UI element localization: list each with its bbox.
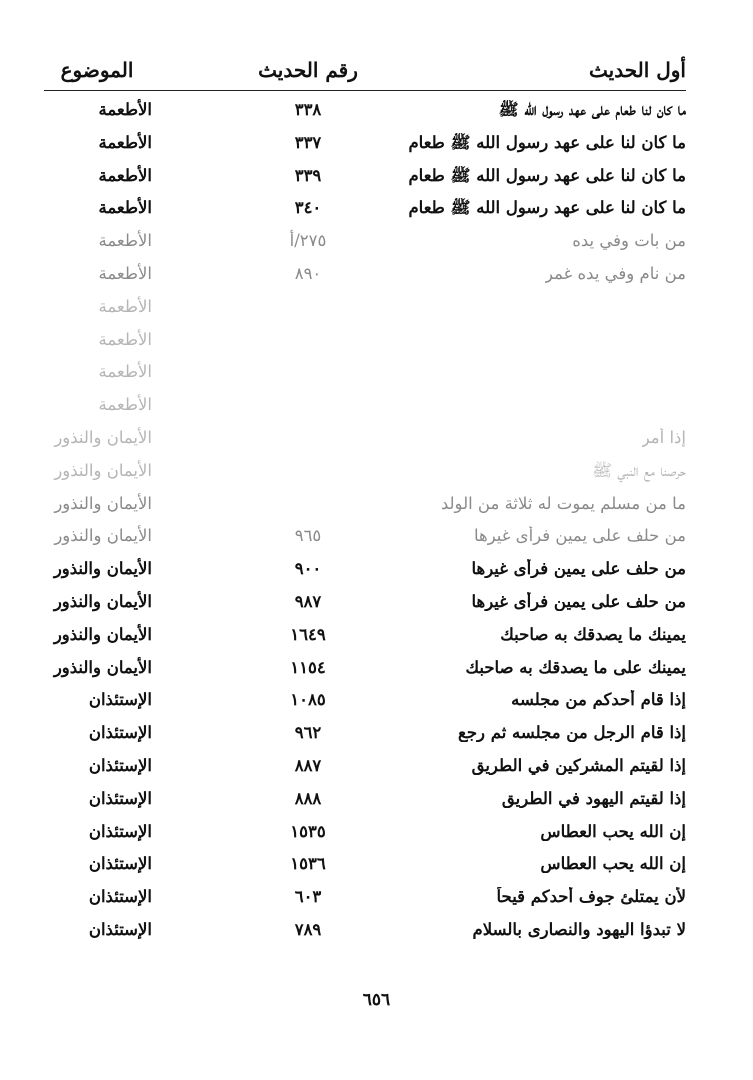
hadith-number: ١٥٣٦ <box>290 854 326 874</box>
hadith-first-words: ما كان لنا على عهد رسول الله ﷺ طعام <box>408 132 686 152</box>
hadith-first-words: إذا لقيتم اليهود في الطريق <box>501 788 686 808</box>
table-row <box>40 225 686 258</box>
hadith-topic: الإستئذان <box>88 919 152 939</box>
hadith-first-words: لا تبدؤا اليهود والنصارى بالسلام <box>472 919 686 939</box>
table-row <box>40 422 686 455</box>
hadith-topic: الأطعمة <box>98 329 152 349</box>
hadith-topic: الأيمان والنذور <box>53 624 152 644</box>
table-row <box>40 389 686 422</box>
hadith-first-words: ما من مسلم يموت له ثلاثة من الولد <box>440 493 686 513</box>
hadith-topic: الأيمان والنذور <box>54 526 152 546</box>
hadith-first-words: إذا قام أحدكم من مجلسه <box>511 690 686 710</box>
hadith-number: ٩٠٠ <box>294 559 322 579</box>
table-row <box>40 717 686 750</box>
hadith-number: ١٦٤٩ <box>290 624 326 644</box>
table-row <box>40 324 686 357</box>
table-row <box>40 848 686 881</box>
table-row <box>40 750 686 783</box>
table-row <box>40 94 686 127</box>
hadith-first-words: من نام وفي يده غمر <box>545 263 686 283</box>
hadith-topic: الأطعمة <box>98 165 152 185</box>
hadith-topic: الأطعمة <box>98 362 152 382</box>
hadith-number: ٦٠٣ <box>294 887 322 907</box>
hadith-topic: الأيمان والنذور <box>53 657 152 677</box>
hadith-topic: الأطعمة <box>98 100 152 119</box>
hadith-number: ٩٦٥ <box>294 526 322 546</box>
hadith-number: ٩٨٧ <box>294 591 322 611</box>
hadith-number: ٨٩٠ <box>294 263 322 283</box>
header-hadith-number: رقم الحديث <box>258 58 358 82</box>
hadith-first-words: حرصنا مع النبي ﷺ <box>592 460 686 480</box>
hadith-topic: الأيمان والنذور <box>53 559 152 579</box>
hadith-topic: الأيمان والنذور <box>54 493 152 513</box>
hadith-number: ٨٨٨ <box>294 788 322 808</box>
hadith-first-words: من بات وفي يده <box>572 231 686 251</box>
hadith-topic: الأيمان والنذور <box>54 460 152 480</box>
table-row <box>40 258 686 291</box>
table-row <box>40 619 686 652</box>
hadith-first-words: إذا لقيتم المشركين في الطريق <box>471 755 686 775</box>
hadith-topic: الإستئذان <box>88 723 152 743</box>
hadith-topic: الإستئذان <box>88 887 152 907</box>
hadith-topic: الإستئذان <box>88 755 152 775</box>
table-row <box>40 652 686 685</box>
hadith-number: ٨٨٧ <box>294 755 322 775</box>
table-row <box>40 881 686 914</box>
hadith-number: ١٥٣٥ <box>290 821 326 841</box>
page-number: ٦٥٦ <box>362 990 391 1010</box>
hadith-number: ١٠٨٥ <box>290 690 326 710</box>
hadith-first-words: يمينك على ما يصدقك به صاحبك <box>465 657 686 677</box>
header-topic: الموضوع <box>60 58 134 82</box>
hadith-number: ٩٦٢ <box>294 723 322 743</box>
hadith-number: ٣٣٨ <box>294 100 322 119</box>
table-row <box>40 914 686 947</box>
hadith-first-words: إن الله يحب العطاس <box>540 854 686 874</box>
table-row <box>40 783 686 816</box>
hadith-first-words: من حلف على يمين فرأى غيرها <box>471 591 686 611</box>
hadith-number: ٣٤٠ <box>294 198 322 218</box>
hadith-topic: الأطعمة <box>98 231 152 251</box>
hadith-topic: الأطعمة <box>98 395 152 415</box>
hadith-topic: الإستئذان <box>88 821 152 841</box>
hadith-topic: الأطعمة <box>98 263 152 283</box>
table-row <box>40 488 686 521</box>
hadith-first-words: إذا أمر <box>641 427 686 447</box>
hadith-topic: الأطعمة <box>98 198 152 218</box>
index-rows <box>40 94 686 947</box>
table-row <box>40 816 686 849</box>
header-rule <box>44 90 686 91</box>
table-row <box>40 192 686 225</box>
hadith-number: ٣٣٧ <box>294 132 322 152</box>
hadith-topic: الأيمان والنذور <box>53 591 152 611</box>
hadith-first-words: من حلف على يمين فرأى غيرها <box>473 526 686 546</box>
table-row <box>40 356 686 389</box>
table-row <box>40 586 686 619</box>
hadith-topic: الإستئذان <box>88 690 152 710</box>
hadith-number: ٧٨٩ <box>294 919 322 939</box>
hadith-first-words: إن الله يحب العطاس <box>540 821 686 841</box>
hadith-number: ٢٧٥/أ <box>289 231 327 251</box>
hadith-topic: الأطعمة <box>98 132 152 152</box>
hadith-topic: الإستئذان <box>88 854 152 874</box>
hadith-topic: الأيمان والنذور <box>54 427 152 447</box>
hadith-first-words: إذا قام الرجل من مجلسه ثم رجع <box>458 723 686 743</box>
hadith-first-words: ما كان لنا على عهد رسول الله ﷺ طعام <box>408 165 686 185</box>
table-row <box>40 291 686 324</box>
hadith-number: ٣٣٩ <box>294 165 322 185</box>
table-row <box>40 127 686 160</box>
hadith-first-words: ما كان لنا طعام على عهد رسول الله ﷺ <box>498 100 686 119</box>
hadith-first-words: ما كان لنا على عهد رسول الله ﷺ طعام <box>408 198 686 218</box>
hadith-topic: الأطعمة <box>98 296 152 316</box>
hadith-topic: الإستئذان <box>88 788 152 808</box>
hadith-first-words: يمينك ما يصدقك به صاحبك <box>500 624 686 644</box>
hadith-first-words: لأن يمتلئ جوف أحدكم قيحاً <box>496 887 686 907</box>
hadith-number: ١١٥٤ <box>290 657 326 677</box>
table-row <box>40 455 686 488</box>
header-first-words: أول الحديث <box>589 58 686 82</box>
hadith-first-words: من حلف على يمين فرأى غيرها <box>471 559 686 579</box>
table-row <box>40 520 686 553</box>
table-row <box>40 160 686 193</box>
table-header <box>40 58 686 88</box>
table-row <box>40 684 686 717</box>
table-row <box>40 553 686 586</box>
